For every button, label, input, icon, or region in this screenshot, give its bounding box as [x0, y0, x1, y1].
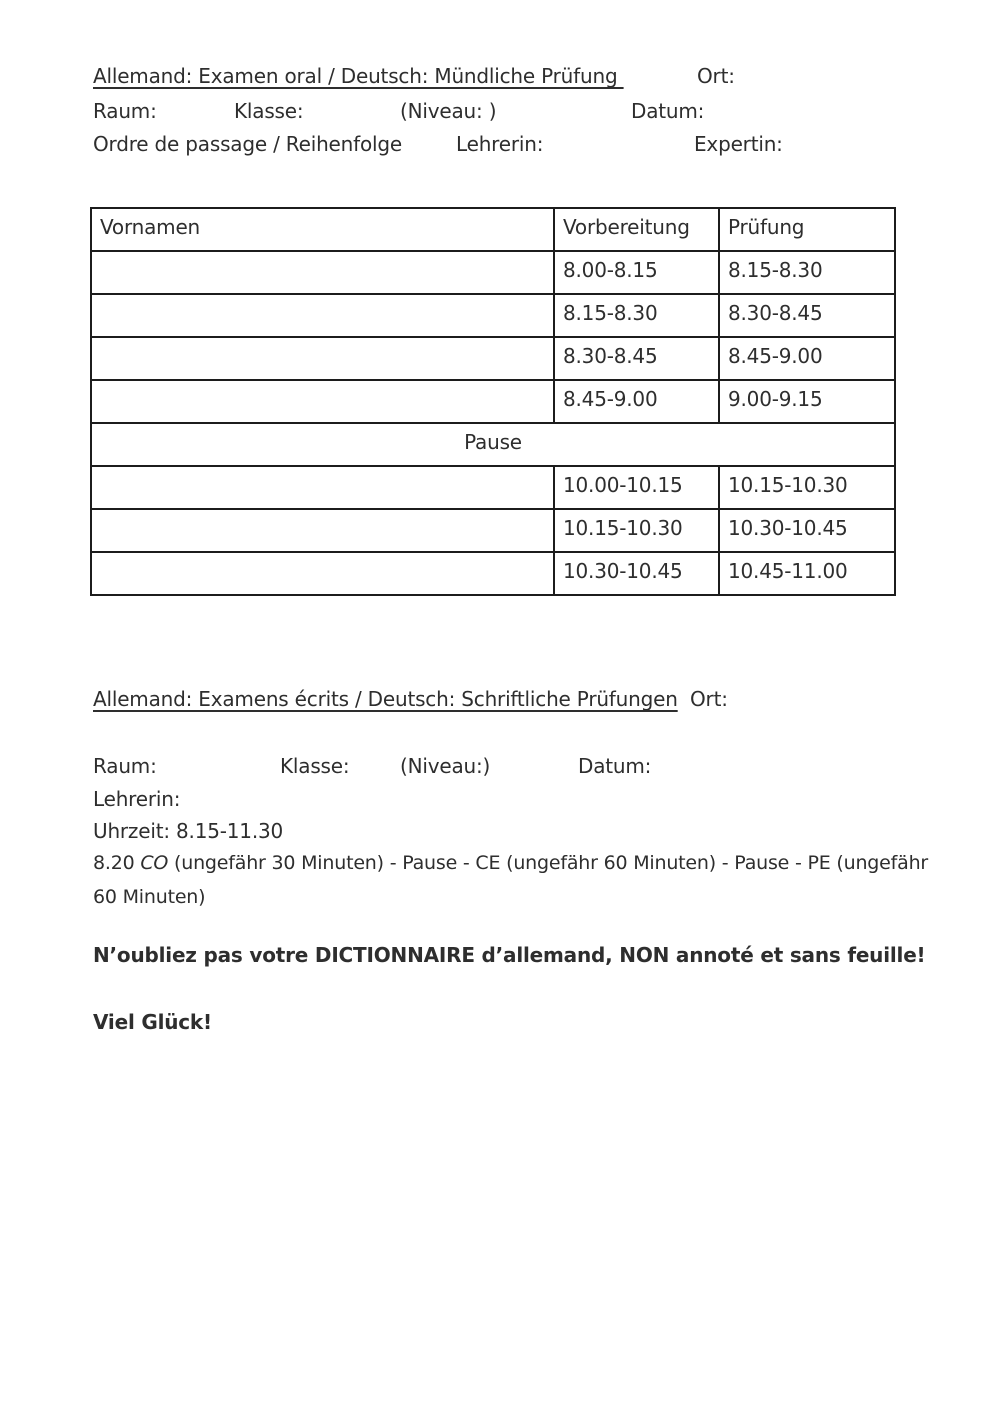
header-vorbereitung: Vorbereitung: [554, 208, 719, 251]
good-luck-line: Viel Glück!: [93, 1010, 212, 1034]
written-lehrerin-label: Lehrerin:: [93, 787, 181, 811]
pruefung-cell: 10.15-10.30: [719, 466, 895, 509]
written-klasse-label: Klasse:: [280, 754, 350, 778]
vorbereitung-cell: 10.00-10.15: [554, 466, 719, 509]
vornamen-cell: [91, 509, 554, 552]
written-niveau-label: (Niveau:): [400, 754, 491, 778]
pause-cell: Pause: [91, 423, 895, 466]
vorbereitung-cell: 10.30-10.45: [554, 552, 719, 595]
oral-schedule-table: [90, 207, 896, 596]
written-ort-label: Ort:: [690, 687, 728, 711]
vorbereitung-cell: 8.45-9.00: [554, 380, 719, 423]
pruefung-cell: 10.45-11.00: [719, 552, 895, 595]
oral-ort-label: Ort:: [697, 64, 735, 88]
pruefung-cell: 9.00-9.15: [719, 380, 895, 423]
vornamen-cell: [91, 380, 554, 423]
table-row: [91, 294, 895, 337]
table-row: [91, 337, 895, 380]
pause-row: [91, 423, 895, 466]
vornamen-cell: [91, 251, 554, 294]
table-row: [91, 552, 895, 595]
vorbereitung-cell: 8.30-8.45: [554, 337, 719, 380]
oral-niveau-label: (Niveau: ): [400, 99, 497, 123]
vornamen-cell: [91, 294, 554, 337]
vorbereitung-cell: 8.15-8.30: [554, 294, 719, 337]
header-vornamen: Vornamen: [91, 208, 554, 251]
schedule-line1-rest: (ungefähr 30 Minuten) - Pause - CE (ungefähr 60 Minuten) - Pause - PE (ungefähr: [168, 852, 929, 874]
written-datum-label: Datum:: [578, 754, 652, 778]
schedule-co-abbrev: CO: [140, 852, 169, 874]
written-raum-label: Raum:: [93, 754, 157, 778]
oral-klasse-label: Klasse:: [234, 99, 304, 123]
table-row: [91, 466, 895, 509]
written-schedule-line2: 60 Minuten): [93, 886, 206, 908]
vornamen-cell: [91, 466, 554, 509]
written-schedule-line1: [93, 851, 928, 875]
oral-raum-label: Raum:: [93, 99, 157, 123]
written-exam-title: Allemand: Examens écrits / Deutsch: Schriftliche Prüfungen: [93, 687, 678, 711]
pruefung-cell: 8.45-9.00: [719, 337, 895, 380]
schedule-prefix: 8.20: [93, 852, 141, 874]
oral-lehrerin-label: Lehrerin:: [456, 132, 544, 156]
vornamen-cell: [91, 337, 554, 380]
vorbereitung-cell: 8.00-8.15: [554, 251, 719, 294]
header-pruefung: Prüfung: [719, 208, 895, 251]
vornamen-cell: [91, 552, 554, 595]
table-row: [91, 509, 895, 552]
oral-ordre-label: Ordre de passage / Reihenfolge: [93, 132, 402, 156]
uhrzeit-line: Uhrzeit: 8.15-11.30: [93, 819, 284, 843]
dictionary-note: N’oubliez pas votre DICTIONNAIRE d’allemand, NON annoté et sans feuille!: [93, 943, 926, 967]
table-row: [91, 380, 895, 423]
pruefung-cell: 8.15-8.30: [719, 251, 895, 294]
oral-datum-label: Datum:: [631, 99, 705, 123]
table-header-row: [91, 208, 895, 251]
table-row: [91, 251, 895, 294]
pruefung-cell: 10.30-10.45: [719, 509, 895, 552]
oral-expertin-label: Expertin:: [694, 132, 783, 156]
pruefung-cell: 8.30-8.45: [719, 294, 895, 337]
vorbereitung-cell: 10.15-10.30: [554, 509, 719, 552]
oral-exam-title: Allemand: Examen oral / Deutsch: Mündliche Prüfung: [93, 64, 624, 88]
